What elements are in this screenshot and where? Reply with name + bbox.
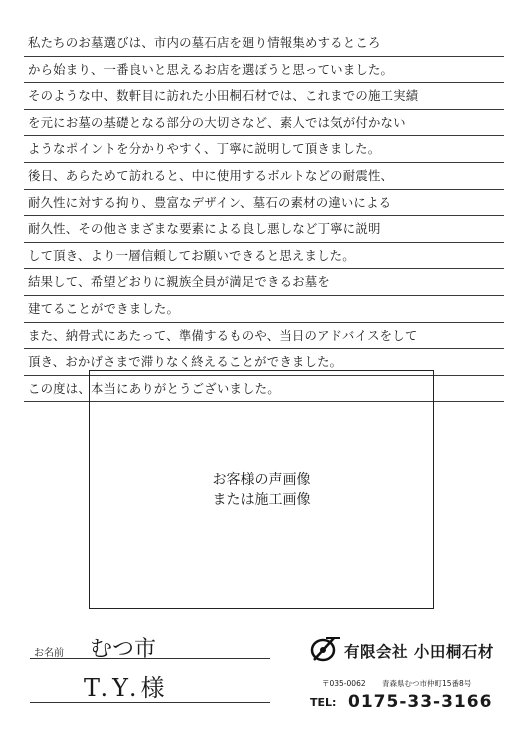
letter-line: そのような中、数軒目に訪れた小田桐石材では、これまでの施工実績 [24, 83, 504, 110]
letter-line: この度は、本当にありがとうございました。 [24, 376, 504, 403]
photo-placeholder-line1: お客様の声画像 [212, 471, 311, 488]
letter-line: 建てることができました。 [24, 296, 504, 323]
tel-label: TEL: [310, 696, 337, 709]
company-address: 青森県むつ市仲町15番8号 [382, 679, 472, 688]
company-logo-icon [308, 634, 342, 664]
postal-code: 〒035-0062 [322, 679, 366, 688]
customer-city: むつ市 [90, 637, 157, 662]
divider [30, 658, 270, 659]
customer-name: T.Y.様 [84, 674, 169, 702]
letter-line: また、納骨式にあたって、準備するものや、当日のアドバイスをして [24, 323, 504, 350]
letter-line: 後日、あらためて訪れると、中に使用するボルトなどの耐震性、 [24, 163, 504, 190]
letter-line: 耐久性、その他さまざまな要素による良し悪しなど丁寧に説明 [24, 216, 504, 243]
letter-line: して頂き、より一層信頼してお願いできると思えました。 [24, 243, 504, 270]
letter-line: から始まり、一番良いと思えるお店を選ぼうと思っていました。 [24, 57, 504, 84]
name-label: お名前 [34, 648, 64, 659]
divider [30, 702, 270, 703]
letter-line: ようなポイントを分かりやすく、丁寧に説明して頂きました。 [24, 136, 504, 163]
letter-line: を元にお墓の基礎となる部分の大切さなど、素人では気が付かない [24, 110, 504, 137]
letter-line: 頂き、おかげさまで滞りなく終えることができました。 [24, 349, 504, 376]
photo-placeholder-line2: または施工画像 [212, 491, 311, 508]
tel-number: 0175-33-3166 [348, 692, 493, 712]
letter-line: 結果して、希望どおりに親族全員が満足できるお墓を [24, 269, 504, 296]
letter-line: 耐久性に対する拘り、豊富なデザイン、墓石の素材の違いによる [24, 190, 504, 217]
letter-line: 私たちのお墓選びは、市内の墓石店を廻り情報集めするところ [24, 30, 504, 57]
company-name: 有限会社 小田桐石材 [344, 643, 494, 661]
photo-placeholder [89, 370, 434, 609]
testimonial-letter [24, 30, 504, 402]
